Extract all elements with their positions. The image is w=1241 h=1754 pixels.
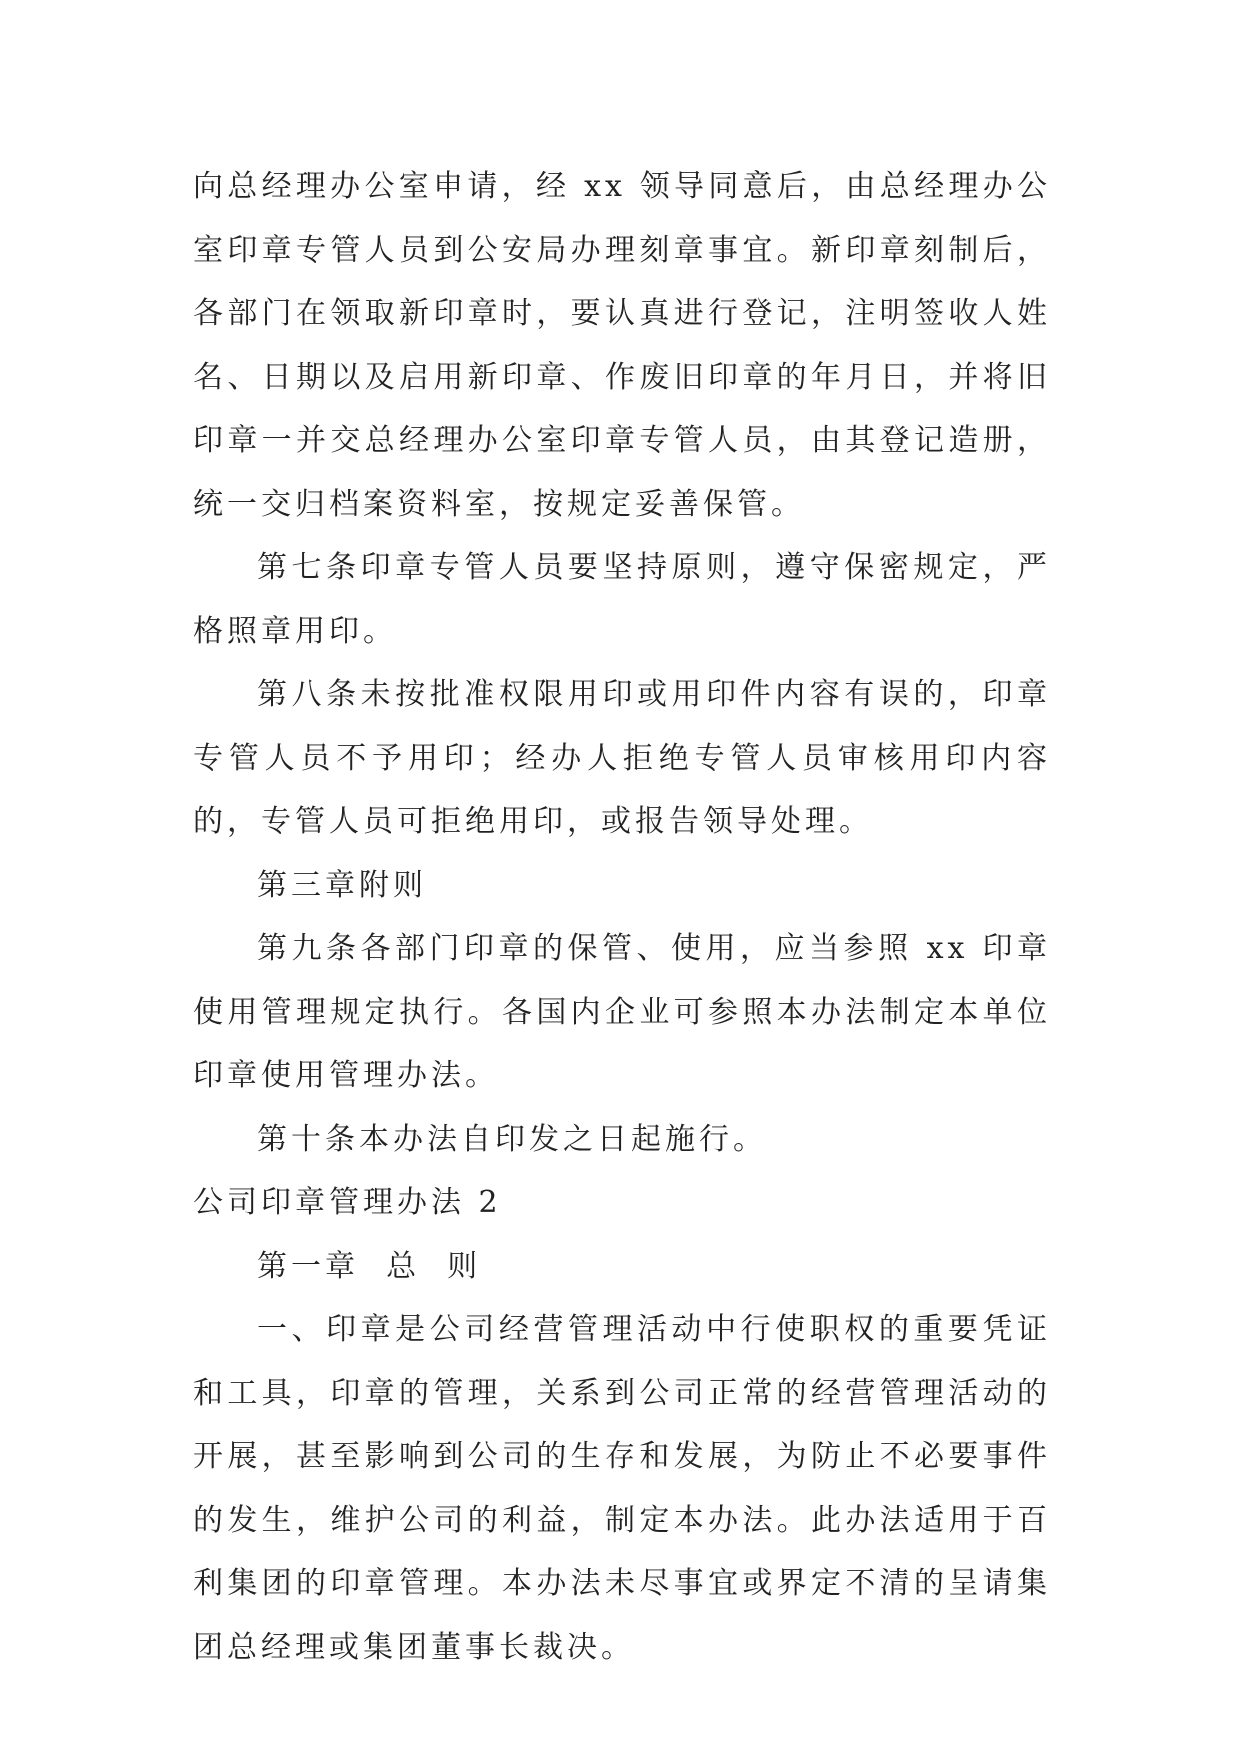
- chapter-1-heading: 第一章 总 则: [257, 1248, 482, 1284]
- paragraph-article-9: 第九条各部门印章的保管、使用，应当参照 xx 印章使用管理规定执行。各国内企业可参照本办法制定本单位印章使用管理办法。: [193, 931, 1051, 1093]
- paragraph-seal-engraving-procedure: 向总经理办公室申请，经 xx 领导同意后，由总经理办公室印章专管人员到公安局办理刻章事宜。新印章刻制后，各部门在领取新印章时，要认真进行登记，注明签收人姓名、日期以及启用新印章、作废旧印章的年月日，并将旧印章一并交总经理办公室印章专管人员，由其登记造册，统一交归档案资料室，按规定妥善保管。: [193, 169, 1051, 522]
- paragraph-article-8: 第八条未按批准权限用印或用印件内容有误的，印章专管人员不予用印；经办人拒绝专管人员审核用印内容的，专管人员可拒绝用印，或报告领导处理。: [193, 677, 1051, 839]
- document-body: [193, 155, 1051, 1679]
- paragraph-article-7: 第七条印章专管人员要坚持原则，遵守保密规定，严格照章用印。: [193, 550, 1051, 649]
- paragraph-general-provisions-1: 一、印章是公司经营管理活动中行使职权的重要凭证和工具，印章的管理，关系到公司正常的经营管理活动的开展，甚至影响到公司的生存和发展，为防止不必要事件的发生，维护公司的利益，制定本办法。此办法适用于百利集团的印章管理。本办法未尽事宜或界定不清的呈请集团总经理或集团董事长裁决。: [193, 1312, 1051, 1665]
- paragraph-article-10: 第十条本办法自印发之日起施行。: [257, 1121, 767, 1157]
- chapter-3-heading: 第三章附则: [257, 867, 427, 903]
- section-title-seal-management-2: 公司印章管理办法 2: [193, 1185, 502, 1220]
